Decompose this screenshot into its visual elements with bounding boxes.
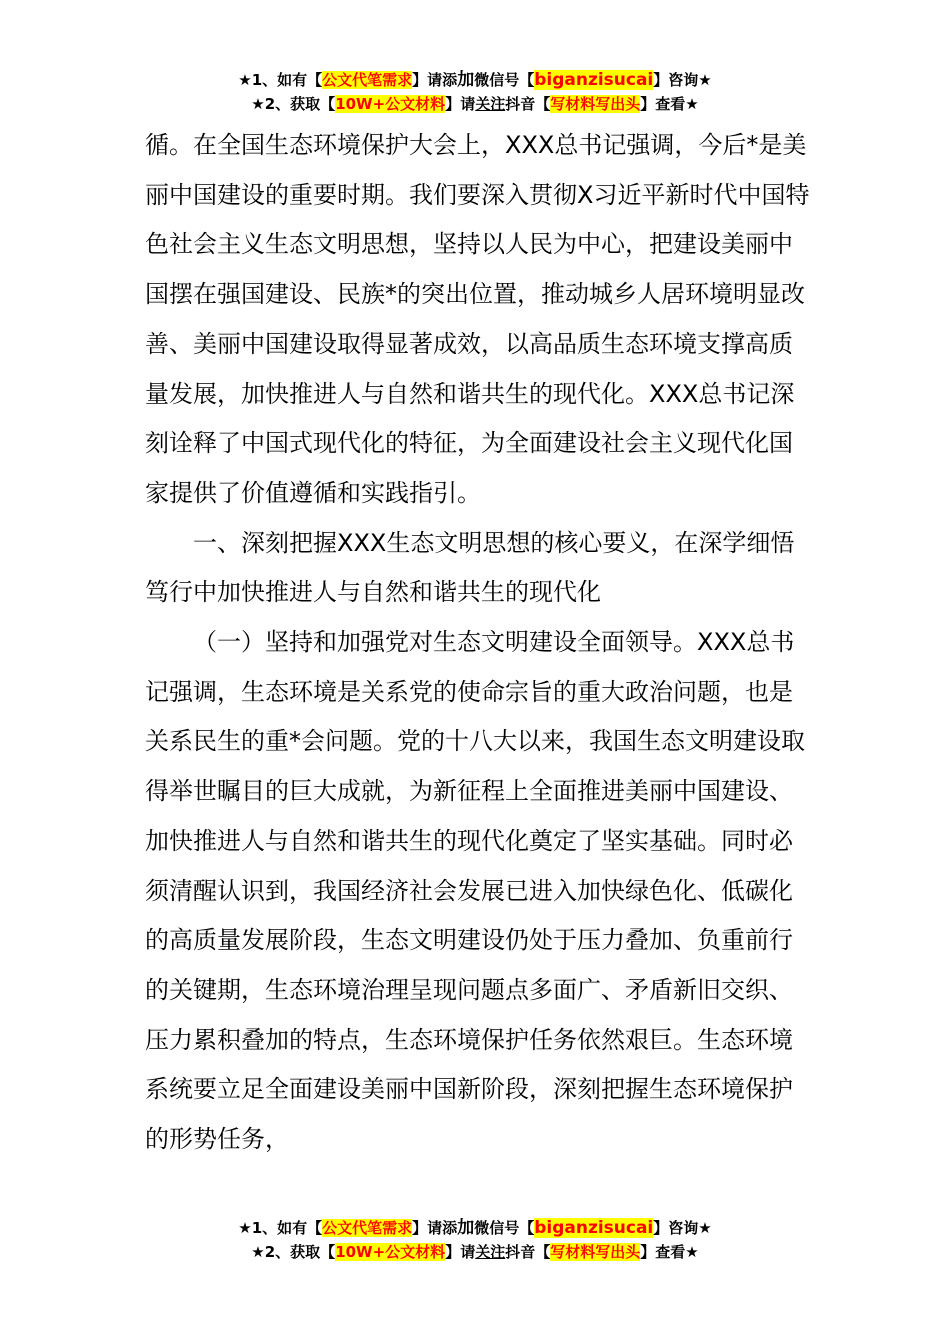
section-heading: 一、深刻把握XXX生态文明思想的核心要义，在深学细悟笃行中加快推进人与自然和谐共生的现代化 [145,528,795,607]
banner-line-2: ★2、获取【10W+公文材料】请关注抖音【写材料写出头】查看★ [251,1243,699,1261]
body-paragraph: （一）坚持和加强党对生态文明建设全面领导。XXX总书记强调，生态环境是关系党的使命宗旨的重大政治问题，也是关系民生的重*会问题。党的十八大以来，我国生态文明建设取得举世瞩目的巨大成就，为新征程上全面推进美丽中国建设、加快推进人与自然和谐共生的现代化奠定了坚实基础。同时必须清醒认识到，我国经济社会发展已进入加快绿色化、低碳化的高质量发展阶段，生态文明建设仍处于压力叠加、负重前行的关键期，生态环境治理呈现问题点多面广、矛盾新旧交织、压力累积叠加的特点，生态环境保护任务依然艰巨。生态环境系统要立足全面建设美丽中国新阶段，深刻把握生态环境保护的形势任务， [145,628,805,1154]
highlight-materials: 10W+公文材料 [335,1243,446,1261]
highlight-douyin: 写材料写出头 [550,95,641,113]
banner-line-1: ★1、如有【公文代笔需求】请添加微信号【biganzisucai】咨询★ [238,1218,712,1238]
banner-line-2: ★2、获取【10W+公文材料】请关注抖音【写材料写出头】查看★ [251,95,699,113]
document-body [145,121,810,1165]
highlight-wechat-id: biganzisucai [534,70,654,90]
header-banner [0,68,950,116]
highlight-douyin: 写材料写出头 [550,1243,641,1261]
footer-banner [0,1216,950,1264]
banner-line-1: ★1、如有【公文代笔需求】请添加微信号【biganzisucai】咨询★ [238,70,712,90]
highlight-materials: 10W+公文材料 [335,95,446,113]
highlight-service: 公文代笔需求 [322,71,413,89]
body-paragraph: 循。在全国生态环境保护大会上，XXX总书记强调，今后*是美丽中国建设的重要时期。我们要深入贯彻X习近平新时代中国特色社会主义生态文明思想，坚持以人民为中心，把建设美丽中国摆在强国建设、民族*的突出位置，推动城乡人居环境明显改善、美丽中国建设取得显著成效，以高品质生态环境支撑高质量发展，加快推进人与自然和谐共生的现代化。XXX总书记深刻诠释了中国式现代化的特征，为全面建设社会主义现代化国家提供了价值遵循和实践指引。 [145,131,810,507]
highlight-wechat-id: biganzisucai [534,1218,654,1238]
highlight-service: 公文代笔需求 [322,1219,413,1237]
